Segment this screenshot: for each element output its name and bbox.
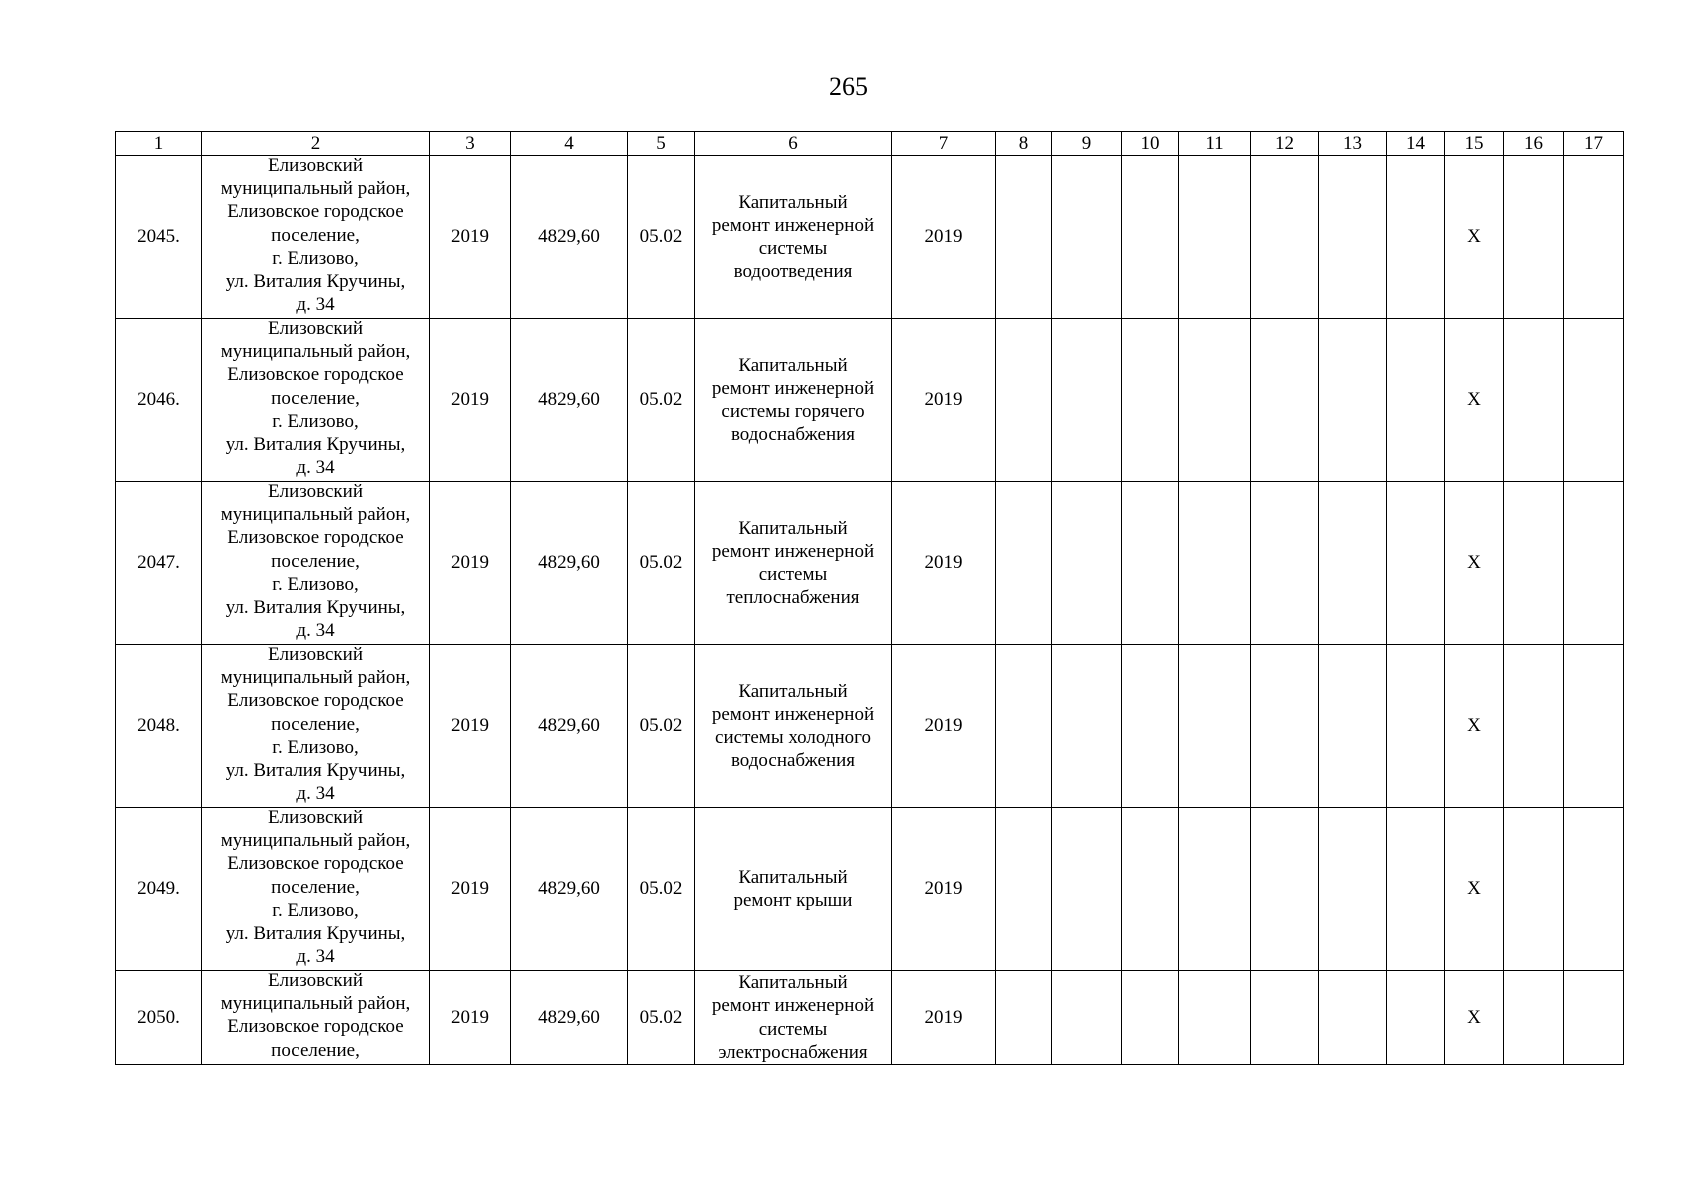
address-line: муниципальный район,	[220, 830, 411, 852]
address-cell	[202, 482, 430, 645]
plan-year-cell: 2019	[892, 156, 996, 319]
table-row	[116, 156, 1624, 319]
empty-cell	[1387, 319, 1445, 482]
work-type-cell	[695, 156, 892, 319]
address-cell	[202, 319, 430, 482]
year-cell: 2019	[430, 156, 511, 319]
empty-cell	[1251, 482, 1319, 645]
empty-cell	[1052, 156, 1122, 319]
empty-cell	[996, 645, 1052, 808]
column-header: 15	[1445, 132, 1504, 156]
page-number: 265	[829, 72, 868, 101]
empty-cell	[1387, 971, 1445, 1065]
column-header: 7	[892, 132, 996, 156]
empty-cell	[1251, 319, 1319, 482]
address-line: муниципальный район,	[220, 504, 411, 526]
column-header: 5	[628, 132, 695, 156]
work-line: системы	[758, 564, 828, 585]
work-line: системы	[758, 1018, 828, 1040]
address-line: д. 34	[296, 946, 335, 968]
plan-year-cell: 2019	[892, 319, 996, 482]
empty-cell	[1387, 156, 1445, 319]
column-header: 3	[430, 132, 511, 156]
work-line: системы холодного	[715, 727, 871, 748]
header-row	[116, 132, 1624, 156]
empty-cell	[1319, 645, 1387, 808]
address-line: поселение,	[271, 550, 360, 572]
work-line: ремонт крыши	[733, 890, 853, 911]
address-line: д. 34	[296, 620, 335, 642]
code-cell: 05.02	[628, 808, 695, 971]
address-line: поселение,	[271, 713, 360, 735]
column-header: 17	[1564, 132, 1624, 156]
work-type-cell	[695, 971, 892, 1065]
empty-cell	[1564, 156, 1624, 319]
work-line: водоснабжения	[730, 424, 856, 446]
area-cell: 4829,60	[511, 971, 628, 1065]
plan-year-cell: 2019	[892, 645, 996, 808]
row-number: 2046.	[116, 319, 202, 482]
address-line: Елизовское городское	[227, 201, 404, 223]
work-line: Капитальный	[738, 680, 848, 702]
empty-cell	[1564, 971, 1624, 1065]
column-header: 11	[1179, 132, 1251, 156]
area-cell: 4829,60	[511, 482, 628, 645]
work-line: водоотведения	[733, 261, 853, 283]
address-line: Елизовский	[267, 970, 363, 991]
work-line: ремонт инженерной	[711, 995, 875, 1017]
row-number: 2045.	[116, 156, 202, 319]
empty-cell	[1251, 808, 1319, 971]
work-line: Капитальный	[738, 354, 848, 376]
empty-cell	[1179, 808, 1251, 971]
empty-cell	[1251, 971, 1319, 1065]
register-table	[115, 131, 1624, 1065]
address-line: г. Елизово,	[272, 736, 359, 758]
address-cell	[202, 156, 430, 319]
area-cell: 4829,60	[511, 808, 628, 971]
column-header: 9	[1052, 132, 1122, 156]
year-cell: 2019	[430, 482, 511, 645]
empty-cell	[996, 482, 1052, 645]
code-cell: 05.02	[628, 482, 695, 645]
work-line: теплоснабжения	[726, 587, 860, 609]
address-line: Елизовское городское	[227, 1016, 404, 1038]
address-line: г. Елизово,	[272, 410, 359, 432]
mark-cell: Х	[1445, 482, 1504, 645]
address-line: г. Елизово,	[272, 573, 359, 595]
address-cell	[202, 971, 430, 1065]
empty-cell	[1504, 808, 1564, 971]
address-cell	[202, 808, 430, 971]
work-line: Капитальный	[738, 517, 848, 539]
plan-year-cell: 2019	[892, 482, 996, 645]
empty-cell	[1122, 482, 1179, 645]
address-line: поселение,	[271, 1039, 360, 1061]
table-row	[116, 808, 1624, 971]
work-line: Капитальный	[738, 191, 848, 213]
column-header: 6	[695, 132, 892, 156]
work-line: Капитальный	[738, 972, 848, 994]
work-line: ремонт инженерной	[711, 214, 875, 236]
address-line: д. 34	[296, 457, 335, 479]
empty-cell	[996, 971, 1052, 1065]
empty-cell	[1052, 319, 1122, 482]
year-cell: 2019	[430, 808, 511, 971]
address-line: Елизовский	[267, 807, 363, 828]
code-cell: 05.02	[628, 971, 695, 1065]
column-header: 2	[202, 132, 430, 156]
address-line: поселение,	[271, 876, 360, 898]
column-header: 12	[1251, 132, 1319, 156]
address-line: ул. Виталия Кручины,	[225, 271, 406, 293]
empty-cell	[1179, 645, 1251, 808]
empty-cell	[1179, 482, 1251, 645]
work-type-cell	[695, 319, 892, 482]
empty-cell	[1319, 319, 1387, 482]
empty-cell	[1179, 971, 1251, 1065]
table-row	[116, 645, 1624, 808]
address-line: д. 34	[296, 783, 335, 805]
column-header: 4	[511, 132, 628, 156]
address-line: Елизовский	[267, 318, 363, 339]
work-line: системы горячего	[721, 401, 865, 422]
empty-cell	[1319, 808, 1387, 971]
column-header: 10	[1122, 132, 1179, 156]
area-cell: 4829,60	[511, 645, 628, 808]
work-line: Капитальный	[738, 866, 848, 888]
area-cell: 4829,60	[511, 319, 628, 482]
column-header: 1	[116, 132, 202, 156]
work-line: электроснабжения	[718, 1041, 868, 1063]
address-line: Елизовское городское	[227, 364, 404, 386]
empty-cell	[996, 808, 1052, 971]
empty-cell	[1122, 645, 1179, 808]
address-line: д. 34	[296, 294, 335, 316]
plan-year-cell: 2019	[892, 808, 996, 971]
row-number: 2048.	[116, 645, 202, 808]
address-line: муниципальный район,	[220, 178, 411, 200]
address-cell	[202, 645, 430, 808]
address-line: муниципальный район,	[220, 341, 411, 363]
address-line: поселение,	[271, 224, 360, 246]
empty-cell	[1564, 482, 1624, 645]
table-row	[116, 482, 1624, 645]
empty-cell	[1564, 808, 1624, 971]
empty-cell	[1564, 645, 1624, 808]
area-cell: 4829,60	[511, 156, 628, 319]
year-cell: 2019	[430, 971, 511, 1065]
address-line: муниципальный район,	[220, 667, 411, 689]
empty-cell	[1052, 808, 1122, 971]
code-cell: 05.02	[628, 645, 695, 808]
mark-cell: Х	[1445, 319, 1504, 482]
empty-cell	[1179, 319, 1251, 482]
column-header: 8	[996, 132, 1052, 156]
address-line: поселение,	[271, 387, 360, 409]
address-line: Елизовское городское	[227, 853, 404, 875]
empty-cell	[1564, 319, 1624, 482]
work-type-cell	[695, 482, 892, 645]
year-cell: 2019	[430, 645, 511, 808]
empty-cell	[996, 156, 1052, 319]
empty-cell	[1122, 808, 1179, 971]
address-line: ул. Виталия Кручины,	[225, 923, 406, 945]
address-line: муниципальный район,	[220, 993, 411, 1015]
empty-cell	[996, 319, 1052, 482]
mark-cell: Х	[1445, 971, 1504, 1065]
column-header: 13	[1319, 132, 1387, 156]
code-cell: 05.02	[628, 156, 695, 319]
address-line: г. Елизово,	[272, 899, 359, 921]
address-line: ул. Виталия Кручины,	[225, 760, 406, 782]
empty-cell	[1319, 482, 1387, 645]
work-line: системы	[758, 238, 828, 259]
address-line: Елизовский	[267, 155, 363, 176]
address-line: г. Елизово,	[272, 247, 359, 269]
year-cell: 2019	[430, 319, 511, 482]
work-line: ремонт инженерной	[711, 703, 875, 725]
address-line: Елизовское городское	[227, 527, 404, 549]
row-number: 2050.	[116, 971, 202, 1065]
address-line: Елизовский	[267, 481, 363, 502]
work-line: ремонт инженерной	[711, 540, 875, 562]
empty-cell	[1387, 808, 1445, 971]
mark-cell: Х	[1445, 645, 1504, 808]
empty-cell	[1251, 156, 1319, 319]
row-number: 2047.	[116, 482, 202, 645]
column-header: 14	[1387, 132, 1445, 156]
empty-cell	[1052, 645, 1122, 808]
empty-cell	[1052, 482, 1122, 645]
empty-cell	[1122, 156, 1179, 319]
empty-cell	[1319, 971, 1387, 1065]
address-line: Елизовское городское	[227, 690, 404, 712]
mark-cell: Х	[1445, 808, 1504, 971]
table-row	[116, 971, 1624, 1065]
address-line: ул. Виталия Кручины,	[225, 434, 406, 456]
column-header: 16	[1504, 132, 1564, 156]
empty-cell	[1179, 156, 1251, 319]
work-line: водоснабжения	[730, 750, 856, 772]
code-cell: 05.02	[628, 319, 695, 482]
work-type-cell	[695, 645, 892, 808]
work-type-cell	[695, 808, 892, 971]
empty-cell	[1251, 645, 1319, 808]
empty-cell	[1122, 971, 1179, 1065]
plan-year-cell: 2019	[892, 971, 996, 1065]
empty-cell	[1504, 971, 1564, 1065]
empty-cell	[1504, 319, 1564, 482]
address-line: ул. Виталия Кручины,	[225, 597, 406, 619]
empty-cell	[1122, 319, 1179, 482]
empty-cell	[1319, 156, 1387, 319]
address-line: Елизовский	[267, 644, 363, 665]
empty-cell	[1387, 482, 1445, 645]
table-row	[116, 319, 1624, 482]
empty-cell	[1052, 971, 1122, 1065]
empty-cell	[1504, 645, 1564, 808]
empty-cell	[1504, 156, 1564, 319]
mark-cell: Х	[1445, 156, 1504, 319]
empty-cell	[1504, 482, 1564, 645]
work-line: ремонт инженерной	[711, 377, 875, 399]
empty-cell	[1387, 645, 1445, 808]
row-number: 2049.	[116, 808, 202, 971]
